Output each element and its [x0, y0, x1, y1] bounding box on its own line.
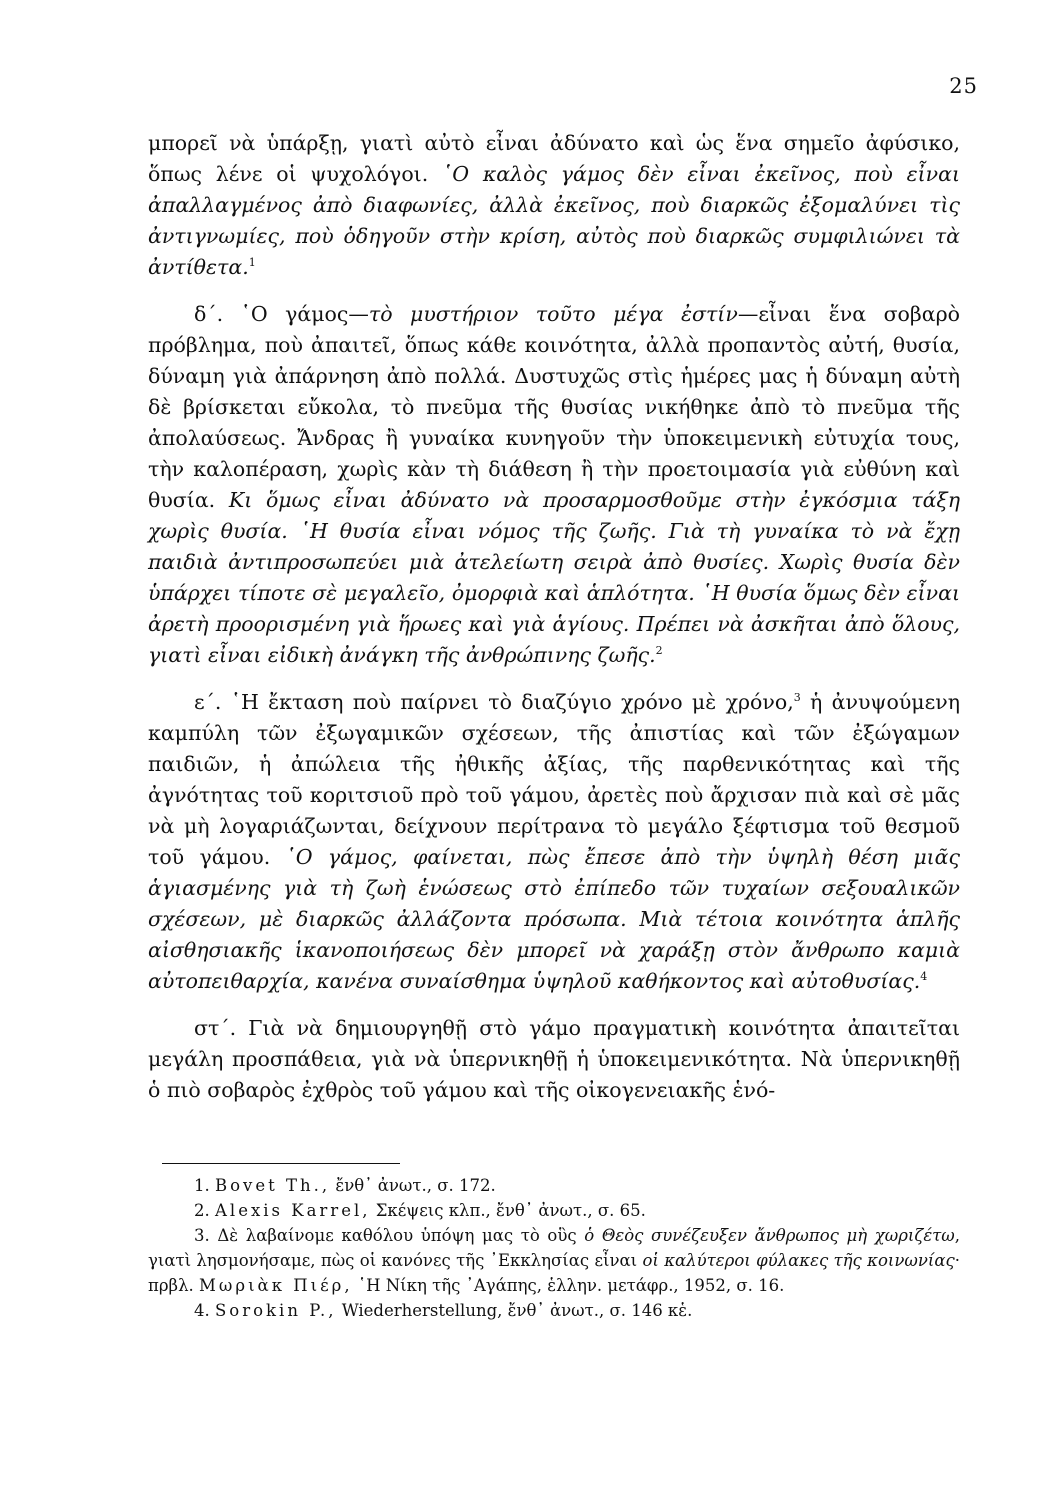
text-run-italic: ῾Ο καλὸς γάμος δὲν εἶναι ἐκεῖνος, ποὺ εἶναι ἀπαλλαγμένος ἀπὸ διαφωνίες, ἀλλὰ ἐκεῖνος, ποὺ διαρκῶς ἐξομαλύνει τὶς ἀντιγνωμίες, ποὺ ὁδηγοῦν στὴν κρίση, αὐτὸς ποὺ διαρκῶς συμφιλιώνει τὰ ἀντίθετα.	[148, 162, 960, 279]
footnote-text-italic: ὁ Θεὸς συνέζευξεν ἄνθρωπος μὴ χωριζέτω	[584, 1226, 955, 1245]
footnote-number: 3.	[194, 1226, 210, 1245]
footnote-number: 1.	[194, 1176, 210, 1195]
paragraph-epsilon	[148, 687, 960, 997]
footnote-3	[148, 1223, 960, 1298]
footnote-text: , γιατὶ λησμονήσαμε, πὼς οἱ κανόνες τῆς ᾿Εκκλησίας εἶναι	[148, 1226, 960, 1270]
footnote-separator	[162, 1163, 400, 1164]
text-run-italic: τὸ μυστήριον τοῦτο μέγα ἐστίν	[368, 302, 738, 326]
footnote-text: · πρβλ.	[148, 1251, 960, 1295]
footnote-ref: 3	[793, 691, 801, 704]
footnote-number: 2.	[194, 1201, 210, 1220]
paragraph-continued	[148, 128, 960, 283]
footnote-text: Δὲ λαβαίνομε καθόλου ὑπόψη μας τὸ οὓς	[209, 1226, 585, 1245]
body-text	[148, 128, 960, 1122]
text-run: δ΄. ῾Ο γάμος—	[194, 302, 369, 326]
footnote-ref: 1	[248, 256, 256, 269]
text-run: ἡ ἀνυψούμενη καμπύλη τῶν ἐξωγαμικῶν σχέσεων, τῆς ἀπιστίας καὶ τῶν ἐξώγαμων παιδιῶν, ἡ ἀπώλεια τῆς ἠθικῆς ἀξίας, τῆς παρθενικότητας καὶ τῆς ἀγνότητας τοῦ κοριτσιοῦ πρὸ τοῦ γάμου, ἀρετὲς ποὺ ἄρχισαν πιὰ καὶ σὲ μᾶς νὰ μὴ λογαριάζωνται, δείχνουν περίτρανα τὸ μεγάλο ξέφτισμα τοῦ θεσμοῦ τοῦ γάμου.	[148, 690, 960, 869]
text-run: —εἶναι ἕνα σοβαρὸ πρόβλημα, ποὺ ἀπαιτεῖ, ὅπως κάθε κοινότητα, ἀλλὰ προπαντὸς αὐτή, θυσία, δύναμη γιὰ ἀπάρνηση ἀπὸ πολλά. Δυστυχῶς στὶς ἡμέρες μας ἡ δύναμη αὐτὴ δὲ βρίσκεται εὔκολα, τὸ πνεῦμα τῆς θυσίας νικήθηκε ἀπὸ τὸ πνεῦμα τῆς ἀπολαύσεως. Ἄνδρας ἢ γυναίκα κυνηγοῦν τὴν ὑποκειμενικὴ εὐτυχία τους, τὴν καλοπέραση, χωρὶς κὰν τὴ διάθεση ἢ τὴν προετοιμασία γιὰ εὐθύνη καὶ θυσία.	[148, 302, 960, 512]
footnote-author: Bovet Th.,	[215, 1176, 331, 1195]
text-run-italic: Κι ὅμως εἶναι ἀδύνατο νὰ προσαρμοσθοῦμε στὴν ἐγκόσμια τάξη χωρὶς θυσία. ῾Η θυσία εἶναι νόμος τῆς ζωῆς. Γιὰ τὴ γυναίκα τὸ νὰ ἔχῃ παιδιὰ ἀντιπροσωπεύει μιὰ ἀτελείωτη σειρὰ ἀπὸ θυσίες. Χωρὶς θυσία δὲν ὑπάρχει τίποτε σὲ μεγαλεῖο, ὀμορφιὰ καὶ ἁπλότητα. ῾Η θυσία ὅμως δὲν εἶναι ἀρετὴ προορισμένη γιὰ ἥρωες καὶ γιὰ ἁγίους. Πρέπει νὰ ἀσκῆται ἀπὸ ὅλους, γιατὶ εἶναι εἰδικὴ ἀνάγκη τῆς ἀνθρώπινης ζωῆς.	[148, 488, 960, 667]
text-run-italic: ῾Ο γάμος, φαίνεται, πὼς ἔπεσε ἀπὸ τὴν ὑψηλὴ θέση μιᾶς ἁγιασμένης γιὰ τὴ ζωὴ ἑνώσεως στὸ ἐπίπεδο τῶν τυχαίων σεξουαλικῶν σχέσεων, μὲ διαρκῶς ἀλλάζοντα πρόσωπα. Μιὰ τέτοια κοινότητα ἁπλῆς αἰσθησιακῆς ἱκανοποιήσεως δὲν μπορεῖ νὰ χαράξῃ στὸν ἄνθρωπο καμιὰ αὐτοπειθαρχία, κανένα συναίσθημα ὑψηλοῦ καθήκοντος καὶ αὐτοθυσίας.	[148, 845, 961, 993]
footnote-text: ἔνθ᾽ ἀνωτ., σ. 172.	[330, 1176, 496, 1195]
footnote-4	[148, 1298, 960, 1323]
footnote-text: ῾Η Νίκη τῆς ᾿Αγάπης, ἑλλην. μετάφρ., 1952, σ. 16.	[352, 1276, 785, 1295]
text-run: μπορεῖ νὰ ὑπάρξῃ, γιατὶ αὐτὸ εἶναι ἀδύνατο καὶ ὡς ἕνα σημεῖο ἀφύσικο, ὅπως λένε οἱ ψυχολόγοι.	[148, 131, 960, 186]
page-number: 25	[949, 74, 978, 98]
footnote-author: Alexis Karrel,	[215, 1201, 371, 1220]
footnotes	[148, 1173, 960, 1323]
footnote-text-italic: οἱ καλύτεροι φύλακες τῆς κοινωνίας	[642, 1251, 955, 1270]
paragraph-delta	[148, 299, 960, 671]
footnote-author: Μωριὰκ Πιέρ,	[199, 1276, 353, 1295]
footnote-2	[148, 1198, 960, 1223]
footnote-ref: 4	[920, 970, 928, 983]
paragraph-stigma	[148, 1013, 960, 1106]
footnote-ref: 2	[655, 644, 663, 657]
footnote-1	[148, 1173, 960, 1198]
footnote-text: Σκέψεις κλπ., ἔνθ᾽ ἀνωτ., σ. 65.	[370, 1201, 646, 1220]
footnote-text: Wiederherstellung, ἔνθ᾽ ἀνωτ., σ. 146 κἑ.	[336, 1301, 693, 1320]
text-run: ε΄. ῾Η ἔκταση ποὺ παίρνει τὸ διαζύγιο χρόνο μὲ χρόνο,	[194, 690, 794, 714]
footnote-number: 4.	[194, 1301, 210, 1320]
text-run: στ΄. Γιὰ νὰ δημιουργηθῇ στὸ γάμο πραγματικὴ κοινότητα ἀπαιτεῖται μεγάλη προσπάθεια, γιὰ νὰ ὑπερνικηθῇ ἡ ὑποκειμενικότητα. Νὰ ὑπερνικηθῇ ὁ πιὸ σοβαρὸς ἐχθρὸς τοῦ γάμου καὶ τῆς οἰκογενειακῆς ἑνό-	[148, 1016, 960, 1102]
footnote-author: Sorokin P.,	[215, 1301, 337, 1320]
